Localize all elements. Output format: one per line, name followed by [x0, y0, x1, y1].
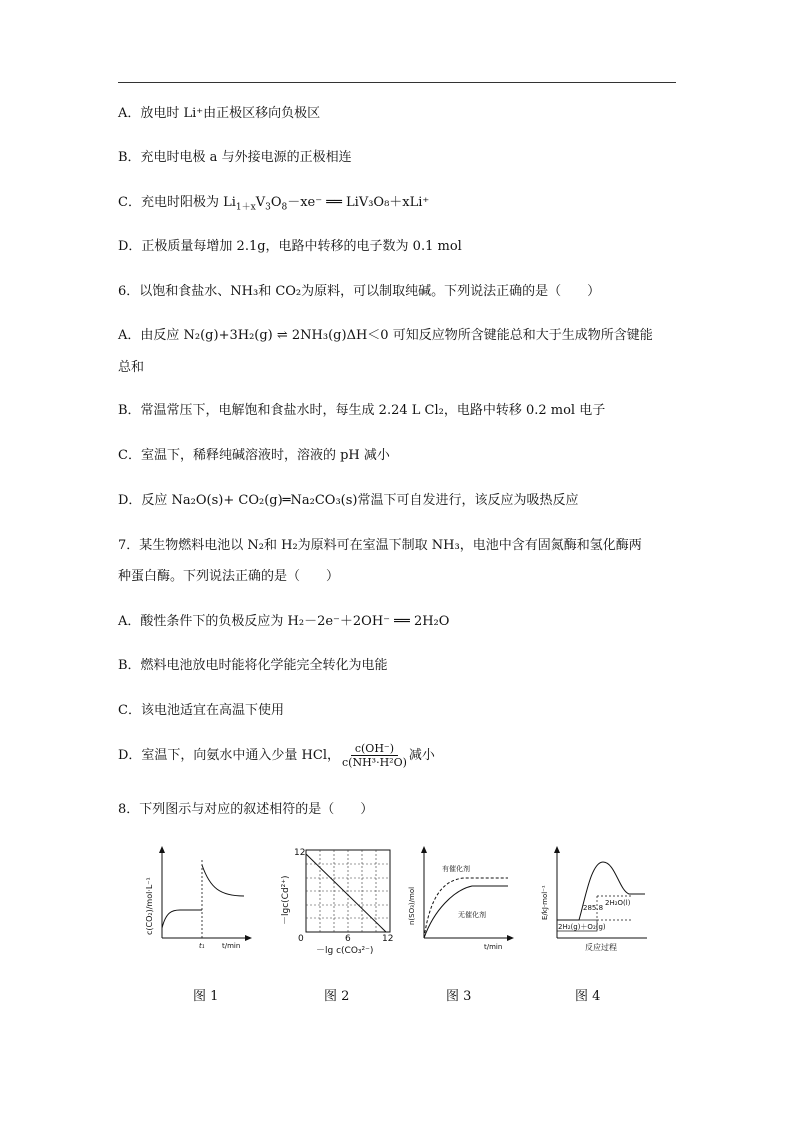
q5-option-b: B．充电时电极 a 与外接电源的正极相连	[118, 150, 352, 165]
q5-option-a: A．放电时 Li⁺由正极区移向负极区	[118, 106, 321, 121]
figure-4	[535, 840, 660, 955]
q7-option-c: C．该电池适宜在高温下使用	[118, 703, 284, 718]
ratio-fraction: $\frac{c(OH^-)}{\text{c(NH³·H²O)}}$	[342, 742, 407, 769]
fig4-product-label: 2H₂O(l)	[605, 899, 631, 907]
figure-1-caption: 图 1	[193, 989, 219, 1004]
fig3-xlabel: t/min	[484, 943, 503, 951]
q7-stem-line1: 7．某生物燃料电池以 N₂和 H₂为原料可在室温下制取 NH₃，电池中含有固氮酶和氢化酶两	[118, 538, 642, 553]
figure-3	[402, 840, 520, 955]
q6-option-d: D．反应 Na₂O(s)+ CO₂(g)═Na₂CO₃(s)常温下可自发进行，该反应为吸热反应	[118, 493, 579, 508]
fig2-ylabel: －lgc(Cd²⁺)	[281, 875, 291, 925]
q5-option-c: C．充电时阳极为 $Li_{1+x}V_3O_8-xe^-$ ══ LiV₃O₈＋xLi⁺	[118, 195, 430, 213]
fig2-xtick-12: 12	[382, 934, 394, 944]
fig1-ylabel: c(CO₂)/mol·L⁻¹	[145, 877, 154, 935]
figure-3-caption: 图 3	[446, 989, 472, 1004]
fig4-xlabel: 反应过程	[585, 943, 617, 952]
figure-2	[268, 840, 398, 958]
fig2-xlabel: －lg c(CO₃²⁻)	[316, 946, 374, 956]
fig4-ylabel: E/kJ·mol⁻¹	[541, 885, 549, 920]
fig4-energy-label: 285.8	[583, 904, 604, 912]
header-rule	[118, 82, 676, 83]
q7-stem-line2: 种蛋白酶。下列说法正确的是（ ）	[118, 569, 340, 584]
fig1-xlabel: t/min	[222, 942, 241, 950]
q6-option-a-line1: A．由反应 N₂(g)+3H₂(g) ⇌ 2NH₃(g)ΔH＜0 可知反应物所含键能总和大于生成物所含键能	[118, 328, 653, 343]
fig2-xtick-0: 0	[298, 934, 304, 944]
figure-2-caption: 图 2	[324, 989, 350, 1004]
q7-option-d: D．室温下，向氨水中通入少量 HCl， $\frac{c(OH^-)}{\text{c(NH³·H²O)}}$ 减小	[118, 742, 435, 769]
fig2-xtick-6: 6	[345, 934, 351, 944]
figure-1	[140, 840, 255, 955]
q6-option-a-line2: 总和	[118, 360, 145, 375]
q5-option-d: D．正极质量每增加 2.1g，电路中转移的电子数为 0.1 mol	[118, 239, 462, 254]
q7-option-b: B．燃料电池放电时能将化学能完全转化为电能	[118, 658, 388, 673]
q8-stem: 8．下列图示与对应的叙述相符的是（ ）	[118, 802, 374, 817]
fig2-ytick-12: 12	[294, 848, 306, 858]
figures-row	[140, 840, 660, 960]
q7-option-a: A．酸性条件下的负极反应为 H₂－2e⁻＋2OH⁻ ══ 2H₂O	[118, 614, 450, 629]
q6-option-b: B．常温常压下，电解饱和食盐水时，每生成 2.24 L Cl₂，电路中转移 0.2 mol 电子	[118, 403, 606, 418]
fig3-catalyst-label: 有催化剂	[442, 865, 470, 873]
q6-stem: 6．以饱和食盐水、NH₃和 CO₂为原料，可以制取纯碱。下列说法正确的是（ ）	[118, 284, 601, 299]
figure-4-caption: 图 4	[575, 989, 601, 1004]
fig3-no-catalyst-label: 无催化剂	[458, 911, 486, 919]
fig1-t1-label: t₁	[199, 942, 205, 950]
fig4-reactant-label: 2H₂(g)＋O₂(g)	[558, 923, 606, 931]
q6-option-c: C．室温下，稀释纯碱溶液时，溶液的 pH 减小	[118, 448, 390, 463]
fig3-ylabel: n(SO₃)/mol	[408, 886, 416, 925]
